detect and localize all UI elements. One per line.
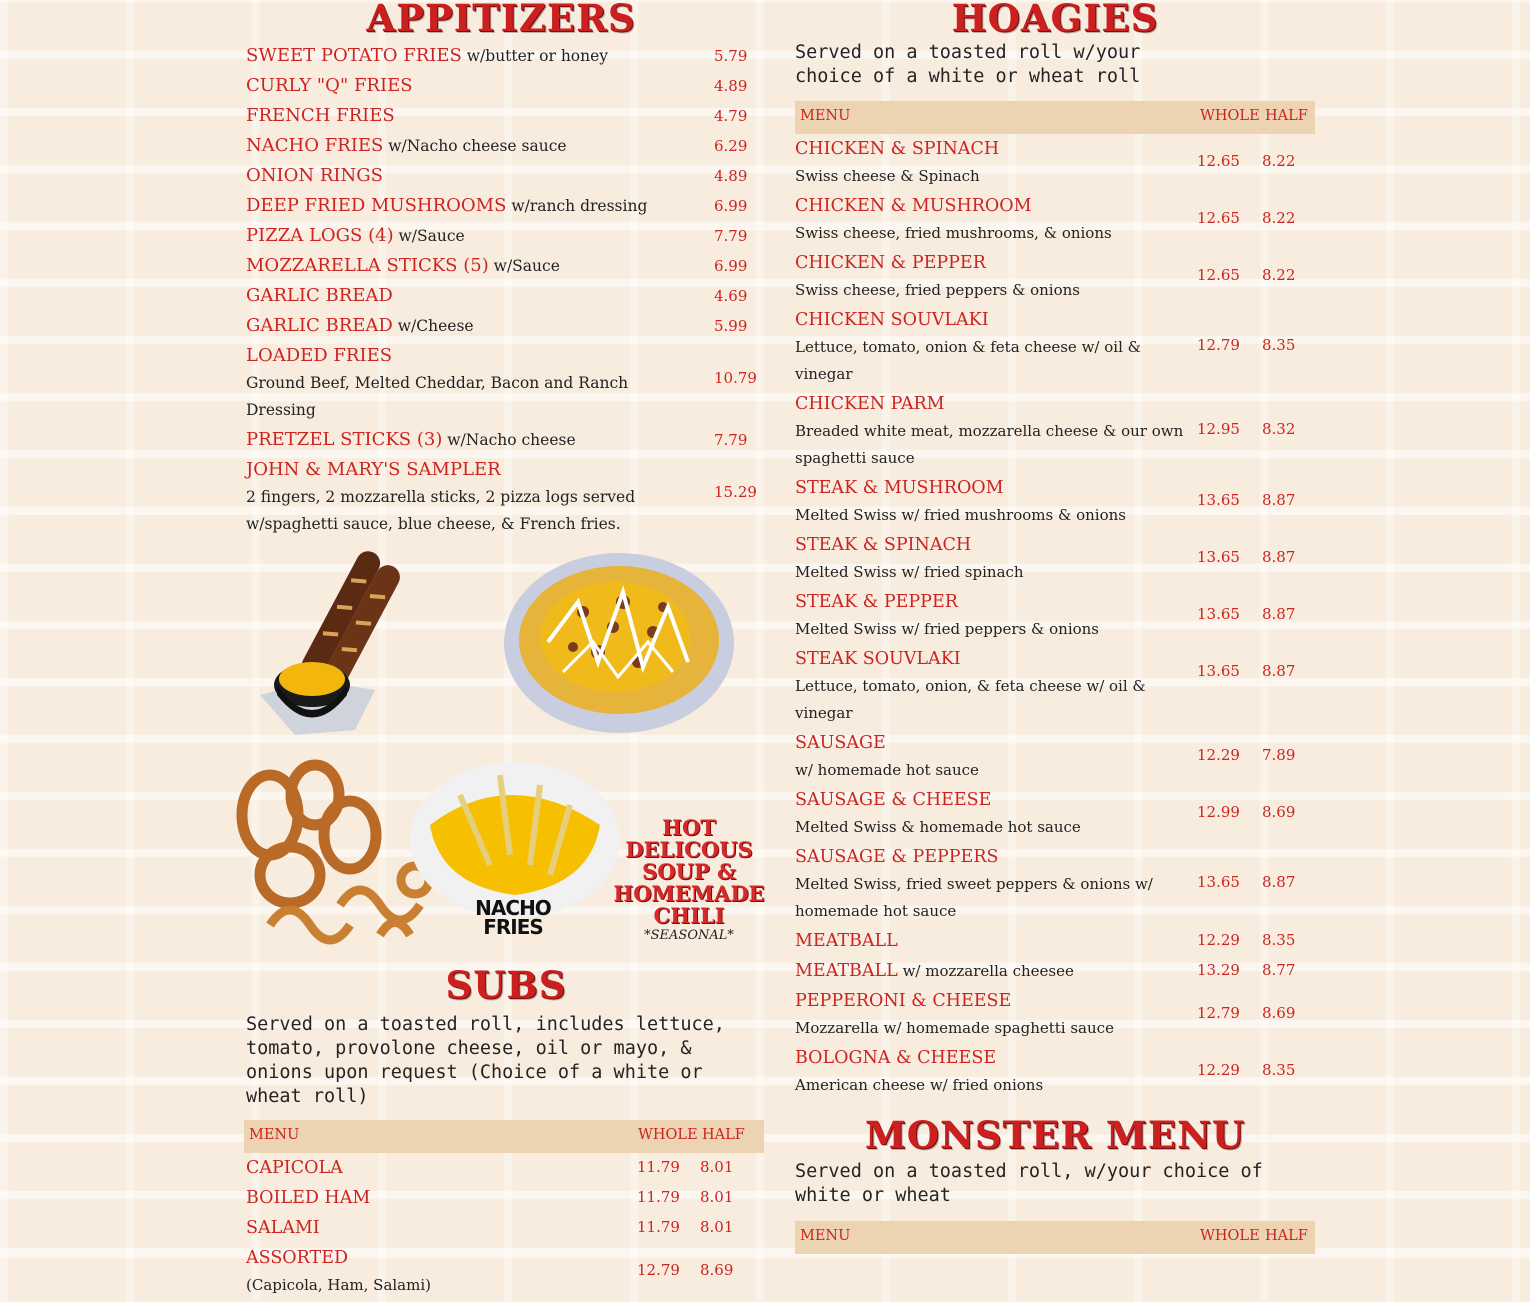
table-row (795, 729, 1315, 786)
whole-price: 13.29 (1197, 961, 1240, 979)
subs-table (246, 1154, 766, 1302)
item-name: MEATBALL (795, 931, 898, 951)
item-price: 4.79 (714, 107, 748, 125)
item-name: BOILED HAM (246, 1188, 371, 1208)
item-name: NACHO FRIES (246, 135, 384, 156)
promo-line: HOT (662, 815, 716, 840)
list-item (246, 312, 766, 342)
item-name: CHICKEN PARM (795, 394, 945, 414)
table-row (795, 987, 1315, 1044)
item-name: CHICKEN & MUSHROOM (795, 196, 1032, 216)
table-row (795, 390, 1315, 474)
item-description: Swiss cheese, fried mushrooms, & onions (795, 224, 1112, 242)
item-price: 10.79 (714, 369, 757, 387)
half-price: 8.35 (1262, 336, 1296, 354)
item-name: GARLIC BREAD (246, 285, 393, 306)
item-description: American cheese w/ fried onions (795, 1076, 1044, 1094)
item-description: Swiss cheese & Spinach (795, 167, 980, 185)
nacho-label-line: NACHO (475, 896, 551, 920)
list-item (246, 282, 766, 312)
table-row (795, 957, 1315, 987)
list-item (246, 72, 766, 102)
half-price: 7.89 (1262, 746, 1296, 764)
item-name: MEATBALL (795, 961, 898, 981)
header-whole: WHOLE (1200, 108, 1260, 124)
item-description: Swiss cheese, fried peppers & onions (795, 281, 1080, 299)
item-name: JOHN & MARY'S SAMPLER (246, 459, 501, 480)
table-row (795, 531, 1315, 588)
whole-price: 11.79 (637, 1218, 680, 1236)
soup-chili-promo (608, 817, 770, 945)
item-note: w/Sauce (393, 227, 465, 245)
half-price: 8.77 (1262, 961, 1296, 979)
half-price: 8.87 (1262, 491, 1296, 509)
table-row (795, 306, 1315, 390)
half-price: 8.87 (1262, 605, 1296, 623)
item-name: STEAK SOUVLAKI (795, 649, 961, 669)
whole-price: 12.65 (1197, 266, 1240, 284)
hoagies-intro: Served on a toasted roll w/your choice of a white or wheat roll (795, 42, 1141, 87)
list-item (246, 162, 766, 192)
subs-section (246, 963, 766, 1302)
item-description: Melted Swiss, fried sweet peppers & onions w/ homemade hot sauce (795, 875, 1153, 920)
item-name: SAUSAGE (795, 733, 886, 753)
item-name: CURLY "Q" FRIES (246, 75, 413, 96)
item-name: SALAMI (246, 1218, 320, 1238)
table-row (795, 927, 1315, 957)
half-price: 8.69 (1262, 1004, 1296, 1022)
item-name: BOLOGNA & CHEESE (795, 1048, 997, 1068)
header-menu: MENU (249, 1127, 300, 1143)
item-name: SWEET POTATO FRIES (246, 45, 462, 66)
item-description: Lettuce, tomato, onion, & feta cheese w/ oil & vinegar (795, 677, 1146, 722)
item-note: w/Cheese (392, 317, 474, 335)
promo-line: DELICOUS (625, 837, 753, 862)
header-menu: MENU (800, 1228, 851, 1244)
subs-table-header (244, 1120, 764, 1153)
whole-price: 12.79 (637, 1261, 680, 1279)
list-item (246, 342, 766, 426)
promo-line: SOUP & (642, 859, 736, 884)
item-name: ASSORTED (246, 1248, 349, 1268)
table-row (795, 135, 1315, 192)
table-row (246, 1184, 766, 1214)
appetizers-list (246, 42, 766, 540)
whole-price: 12.29 (1197, 1061, 1240, 1079)
item-name: MOZZARELLA STICKS (5) (246, 255, 489, 276)
half-price: 8.32 (1262, 420, 1296, 438)
half-price: 8.22 (1262, 209, 1296, 227)
item-name: STEAK & PEPPER (795, 592, 958, 612)
item-note: w/Nacho cheese sauce (383, 137, 567, 155)
item-name: PRETZEL STICKS (3) (246, 429, 443, 450)
whole-price: 13.65 (1197, 873, 1240, 891)
list-item (246, 222, 766, 252)
item-price: 6.29 (714, 137, 748, 155)
list-item (246, 426, 766, 456)
table-row (795, 588, 1315, 645)
table-row (795, 192, 1315, 249)
item-price: 4.89 (714, 167, 748, 185)
half-price: 8.01 (700, 1218, 734, 1236)
whole-price: 12.79 (1197, 336, 1240, 354)
item-name: CHICKEN & SPINACH (795, 139, 1000, 159)
item-description: Lettuce, tomato, onion & feta cheese w/ oil & vinegar (795, 338, 1141, 383)
item-note: w/Sauce (488, 257, 560, 275)
whole-price: 12.79 (1197, 1004, 1240, 1022)
item-description: 2 fingers, 2 mozzarella sticks, 2 pizza logs served w/spaghetti sauce, blue cheese, & French fries. (246, 488, 636, 533)
item-description: w/ homemade hot sauce (795, 761, 979, 779)
half-price: 8.01 (700, 1158, 734, 1176)
item-name: GARLIC BREAD (246, 315, 393, 336)
item-name: STEAK & MUSHROOM (795, 478, 1004, 498)
pretzel-sticks-photo (255, 545, 415, 735)
item-price: 6.99 (714, 257, 748, 275)
item-name: DEEP FRIED MUSHROOMS (246, 195, 507, 216)
table-row (795, 249, 1315, 306)
half-price: 8.22 (1262, 266, 1296, 284)
item-note: w/Nacho cheese (442, 431, 576, 449)
item-description: Breaded white meat, mozzarella cheese & our own spaghetti sauce (795, 422, 1184, 467)
item-price: 4.89 (714, 77, 748, 95)
list-item (246, 102, 766, 132)
item-price: 7.79 (714, 227, 748, 245)
hoagies-title: HOAGIES (951, 0, 1159, 40)
item-name: CAPICOLA (246, 1158, 343, 1178)
item-name: CHICKEN & PEPPER (795, 253, 986, 273)
list-item (246, 192, 766, 222)
item-name: PEPPERONI & CHEESE (795, 991, 1012, 1011)
item-price: 6.99 (714, 197, 748, 215)
table-row (795, 1044, 1315, 1101)
table-row (795, 786, 1315, 843)
right-column (795, 0, 1315, 1101)
monster-title: MONSTER MENU (864, 1113, 1246, 1157)
table-row (795, 645, 1315, 729)
whole-price: 13.65 (1197, 662, 1240, 680)
item-description: Mozzarella w/ homemade spaghetti sauce (795, 1019, 1114, 1037)
item-name: LOADED FRIES (246, 345, 393, 366)
whole-price: 11.79 (637, 1158, 680, 1176)
seasonal-note: *SEASONAL* (644, 928, 734, 943)
table-row (795, 843, 1315, 927)
item-note: w/ mozzarella cheesee (897, 962, 1074, 980)
whole-price: 12.95 (1197, 420, 1240, 438)
item-note: w/ranch dressing (506, 197, 648, 215)
table-row (246, 1214, 766, 1244)
header-half: HALF (1265, 108, 1308, 124)
table-row (795, 474, 1315, 531)
header-whole: WHOLE (1200, 1228, 1260, 1244)
item-name: FRENCH FRIES (246, 105, 395, 126)
item-description: (Capicola, Ham, Salami) (246, 1276, 431, 1294)
item-name: ONION RINGS (246, 165, 383, 186)
half-price: 8.87 (1262, 873, 1296, 891)
half-price: 8.69 (700, 1261, 734, 1279)
item-description: Melted Swiss w/ fried spinach (795, 563, 1024, 581)
half-price: 8.87 (1262, 662, 1296, 680)
whole-price: 12.29 (1197, 931, 1240, 949)
promo-line: CHILI (653, 903, 725, 928)
half-price: 8.22 (1262, 152, 1296, 170)
whole-price: 13.65 (1197, 605, 1240, 623)
list-item (246, 42, 766, 72)
whole-price: 12.29 (1197, 746, 1240, 764)
hoagies-table (795, 135, 1315, 1101)
item-name: SAUSAGE & CHEESE (795, 790, 992, 810)
nacho-label-line: FRIES (483, 915, 543, 939)
item-description: Melted Swiss w/ fried mushrooms & onions (795, 506, 1126, 524)
item-price: 5.79 (714, 47, 748, 65)
item-description: Melted Swiss w/ fried peppers & onions (795, 620, 1100, 638)
item-name: PIZZA LOGS (4) (246, 225, 394, 246)
list-item (246, 252, 766, 282)
sides-banner (230, 755, 770, 950)
half-price: 8.35 (1262, 1061, 1296, 1079)
table-row (246, 1244, 766, 1302)
header-half: HALF (702, 1127, 745, 1143)
monster-table-header (795, 1221, 1315, 1254)
whole-price: 13.65 (1197, 548, 1240, 566)
monster-section (795, 1113, 1315, 1254)
item-description: Ground Beef, Melted Cheddar, Bacon and Ranch Dressing (246, 374, 629, 419)
half-price: 8.01 (700, 1188, 734, 1206)
item-price: 5.99 (714, 317, 748, 335)
whole-price: 12.65 (1197, 209, 1240, 227)
appetizers-title: APPITIZERS (366, 0, 636, 40)
item-name: STEAK & SPINACH (795, 535, 972, 555)
item-price: 7.79 (714, 431, 748, 449)
half-price: 8.87 (1262, 548, 1296, 566)
whole-price: 12.99 (1197, 803, 1240, 821)
item-description: Melted Swiss & homemade hot sauce (795, 818, 1081, 836)
item-name: CHICKEN SOUVLAKI (795, 310, 989, 330)
list-item (246, 456, 766, 540)
item-name: SAUSAGE & PEPPERS (795, 847, 999, 867)
list-item (246, 132, 766, 162)
half-price: 8.69 (1262, 803, 1296, 821)
table-row (246, 1154, 766, 1184)
loaded-fries-photo (503, 552, 735, 734)
subs-title: SUBS (445, 963, 567, 1007)
subs-intro: Served on a toasted roll, includes lettuce, tomato, provolone cheese, oil or mayo, & onions upon request (Choice of a white or wheat roll) (246, 1014, 725, 1107)
whole-price: 11.79 (637, 1188, 680, 1206)
hoagies-table-header (795, 101, 1315, 134)
half-price: 8.35 (1262, 931, 1296, 949)
header-whole: WHOLE (638, 1127, 698, 1143)
left-column (246, 0, 766, 540)
item-price: 15.29 (714, 483, 757, 501)
header-half: HALF (1265, 1228, 1308, 1244)
whole-price: 12.65 (1197, 152, 1240, 170)
item-price: 4.69 (714, 287, 748, 305)
whole-price: 13.65 (1197, 491, 1240, 509)
promo-line: HOMEMADE (613, 881, 765, 906)
monster-intro: Served on a toasted roll, w/your choice of white or wheat (795, 1161, 1263, 1206)
header-menu: MENU (800, 108, 851, 124)
item-note: w/butter or honey (461, 47, 609, 65)
nacho-fries-label (468, 896, 558, 939)
